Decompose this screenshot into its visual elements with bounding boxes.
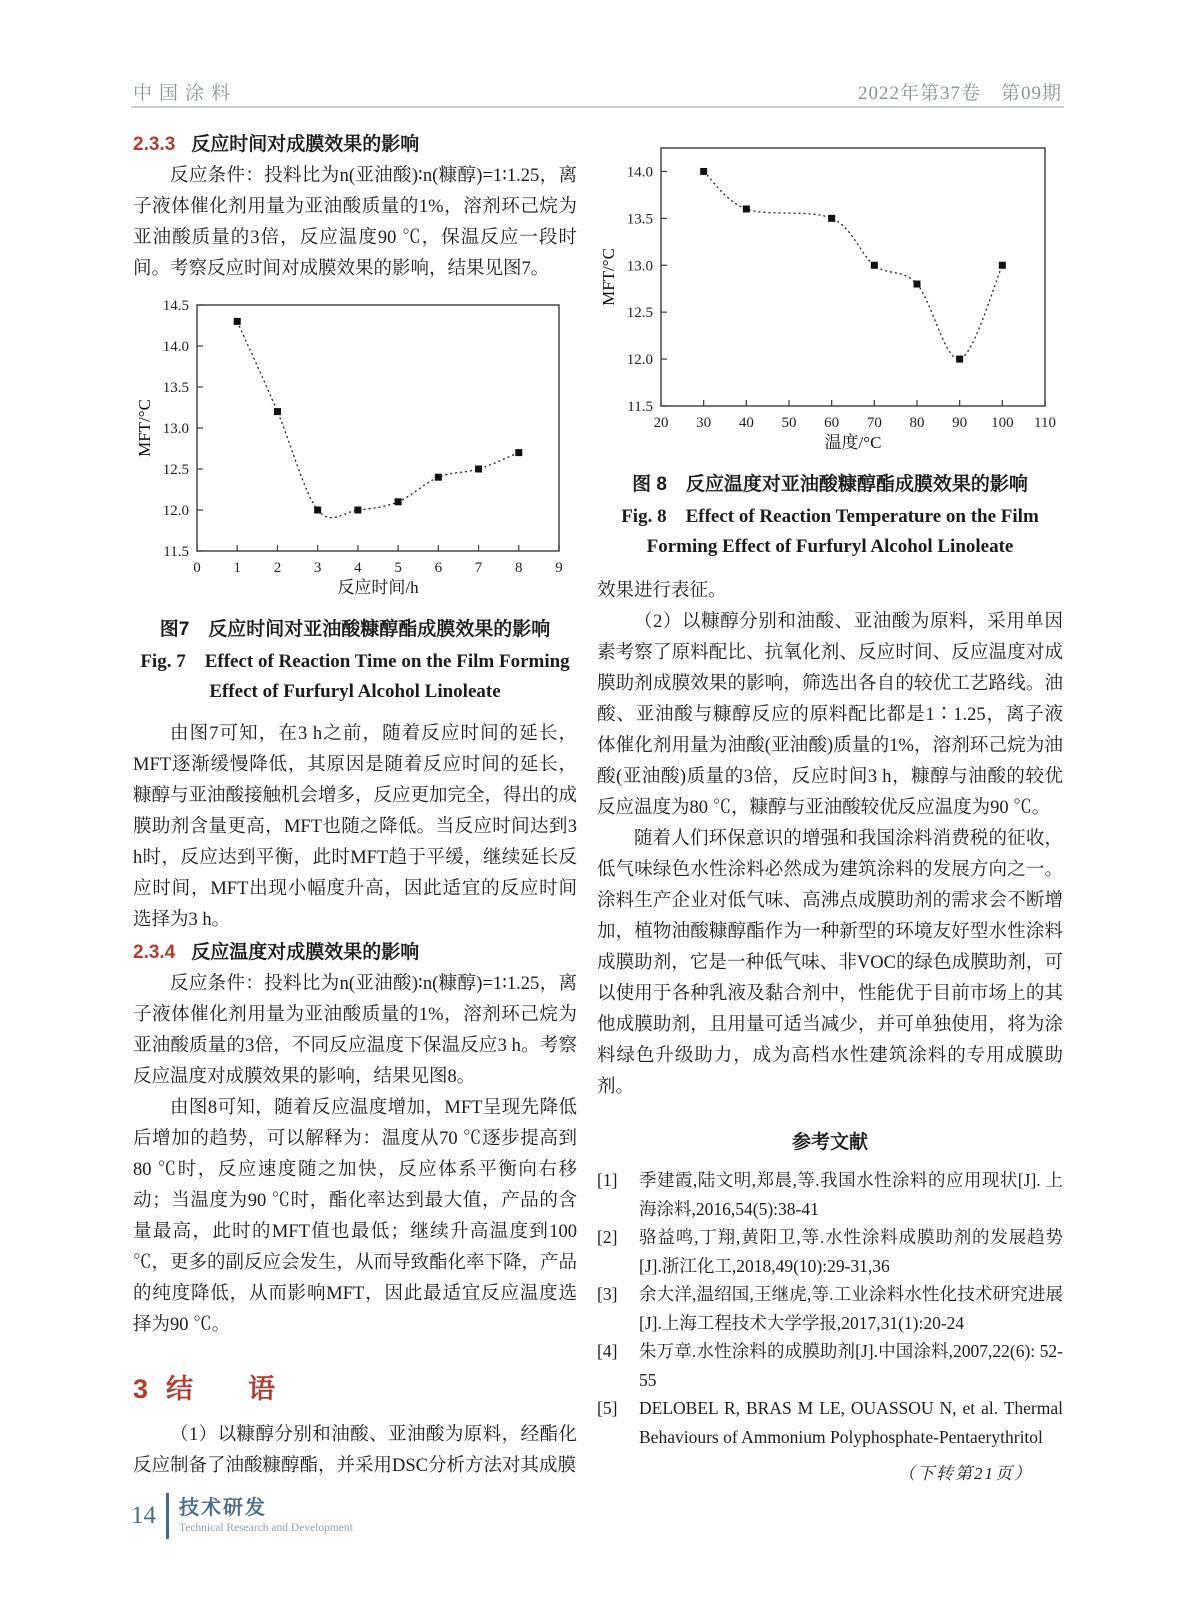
paragraph-reaction-temp-conditions: 反应条件：投料比为n(亚油酸)∶n(糠醇)=1∶1.25，离子液体催化剂用量为亚油酸质量的1%，溶剂环己烷为亚油酸质量的3倍，不同反应温度下保温反应3 h。考察反应温度对成膜效果的影响，结果见图8。 — [133, 974, 577, 1087]
reference-text: 朱万章.水性涂料的成膜助剂[J].中国涂料,2007,22(6): 52-55 — [639, 1341, 1063, 1390]
svg-text:1: 1 — [233, 560, 241, 576]
svg-text:MFT/°C: MFT/°C — [599, 248, 618, 306]
footer-section-cn: 技术研发 — [179, 1497, 267, 1519]
references-list — [597, 1166, 1063, 1451]
paragraph-continuation: 效果进行表征。 — [597, 581, 727, 601]
svg-text:12.5: 12.5 — [626, 305, 653, 322]
svg-text:60: 60 — [824, 415, 840, 431]
section-number: 3 — [133, 1374, 149, 1404]
reference-label: [4] — [597, 1341, 618, 1361]
reference-item — [597, 1166, 1063, 1223]
reference-text: 余大洋,温绍国,王继虎,等.工业涂料水性化技术研究进展[J].上海工程技术大学学报,2017,31(1):20-24 — [639, 1284, 1063, 1333]
svg-text:12.5: 12.5 — [162, 462, 189, 478]
paragraph-fig7-discussion: 由图7可知，在3 h之前，随着反应时间的延长，MFT逐渐缓慢降低，其原因是随着反应时间的延长，糠醇与亚油酸接触机会增多，反应更加完全，得出的成膜助剂含量更高，MFT也随之降低。当反应时间达到3 h时，反应达到平衡，此时MFT趋于平缓，继续延长反应时间，MFT出现小幅度升高，因此适宜的反应时间选择为3 h。 — [133, 724, 578, 930]
figure8-chart — [597, 134, 1063, 464]
svg-text:13.0: 13.0 — [162, 421, 189, 437]
svg-text:20: 20 — [653, 415, 669, 431]
svg-text:8: 8 — [515, 560, 523, 576]
reference-label: [2] — [597, 1227, 618, 1247]
figure8-caption-en-line2: Forming Effect of Furfuryl Alcohol Linoleate — [646, 536, 1014, 557]
section-heading-conclusion — [133, 1367, 577, 1406]
section-title: 反应时间对成膜效果的影响 — [191, 134, 420, 155]
svg-text:7: 7 — [474, 560, 483, 576]
section-number: 2.3.4 — [133, 942, 176, 963]
svg-text:4: 4 — [354, 560, 362, 576]
figure8-caption-cn: 图 8 反应温度对亚油酸糠醇酯成膜效果的影响 — [632, 474, 1028, 495]
left-column — [133, 128, 577, 1482]
header-journal-title: 中国涂料 — [133, 83, 238, 104]
svg-text:50: 50 — [781, 415, 797, 431]
figure7-chart — [133, 291, 577, 609]
svg-text:14.5: 14.5 — [162, 298, 189, 314]
svg-text:2: 2 — [273, 560, 282, 576]
references-title: 参考文献 — [791, 1132, 868, 1153]
svg-text:MFT/°C: MFT/°C — [135, 399, 154, 457]
svg-text:14.0: 14.0 — [626, 164, 653, 181]
figure8-caption-en-line1: Fig. 8 Effect of Reaction Temperature on the Film — [621, 506, 1039, 527]
svg-text:6: 6 — [434, 560, 443, 576]
page-footer — [131, 1493, 353, 1539]
footer-section-en: Technical Research and Development — [179, 1522, 353, 1534]
section-heading-233 — [133, 129, 577, 160]
right-column — [597, 128, 1063, 1484]
reference-label: [3] — [597, 1284, 618, 1304]
svg-text:11.5: 11.5 — [627, 399, 653, 415]
svg-text:12.0: 12.0 — [626, 352, 653, 369]
svg-text:13.5: 13.5 — [162, 380, 189, 396]
reference-label: [1] — [597, 1170, 618, 1190]
svg-text:反应时间/h: 反应时间/h — [337, 578, 419, 597]
section-title: 反应温度对成膜效果的影响 — [191, 942, 420, 963]
svg-text:13.0: 13.0 — [626, 258, 653, 275]
svg-text:90: 90 — [952, 415, 968, 431]
page-number: 14 — [131, 1502, 156, 1529]
reference-item — [597, 1223, 1063, 1280]
svg-text:14.0: 14.0 — [162, 339, 189, 355]
header-issue-info: 2022年第37卷 第09期 — [857, 83, 1062, 104]
svg-text:100: 100 — [991, 415, 1014, 431]
svg-text:5: 5 — [394, 560, 402, 576]
svg-text:80: 80 — [909, 415, 925, 431]
svg-text:40: 40 — [738, 415, 754, 431]
svg-text:13.5: 13.5 — [626, 211, 653, 228]
svg-text:30: 30 — [696, 415, 712, 431]
paragraph-outlook: 随着人们环保意识的增强和我国涂料消费税的征收，低气味绿色水性涂料必然成为建筑涂料的发展方向之一。涂料生产企业对低气味、高沸点成膜助剂的需求会不断增加，植物油酸糠醇酯作为一种新型的环境友好型水性涂料成膜助剂，它是一种低气味、非VOC的绿色成膜助剂，可以使用于各种乳液及黏合剂中，性能优于目前市场上的其他成膜助剂，且用量可适当减少，并可单独使用，将为涂料绿色升级助力，成为高档水性建筑涂料的专用成膜助剂。 — [597, 829, 1063, 1097]
reference-item — [597, 1394, 1063, 1451]
figure7-caption-en-line1: Fig. 7 Effect of Reaction Time on the Film Forming — [140, 651, 570, 672]
svg-text:70: 70 — [866, 415, 882, 431]
reference-text: 骆益鸣,丁翔,黄阳卫,等.水性涂料成膜助剂的发展趋势[J].浙江化工,2018,49(10):29-31,36 — [639, 1227, 1063, 1276]
paragraph-reaction-time-conditions: 反应条件：投料比为n(亚油酸)∶n(糠醇)=1∶1.25，离子液体催化剂用量为亚油酸质量的1%，溶剂环己烷为亚油酸质量的3倍，反应温度90 ℃，保温反应一段时间。考察反应时间对成膜效果的影响，结果见图7。 — [133, 166, 577, 279]
svg-text:11.5: 11.5 — [163, 544, 189, 560]
footer-divider-bar — [166, 1493, 169, 1539]
section-title: 结 语 — [166, 1374, 290, 1404]
svg-text:12.0: 12.0 — [162, 503, 189, 519]
svg-text:3: 3 — [313, 560, 322, 576]
continued-on-page-note: （下转第21页） — [898, 1464, 1033, 1483]
reference-item — [597, 1337, 1063, 1394]
svg-text:9: 9 — [555, 560, 563, 576]
reference-item — [597, 1280, 1063, 1337]
svg-text:温度/°C: 温度/°C — [824, 433, 882, 452]
header-divider — [131, 106, 1064, 108]
paragraph-conclusion-1: （1）以糠醇分别和油酸、亚油酸为原料，经酯化反应制备了油酸糠醇酯，并采用DSC分析方法对其成膜 — [133, 1425, 577, 1476]
section-number: 2.3.3 — [133, 134, 176, 155]
svg-text:0: 0 — [193, 560, 201, 576]
paragraph-fig8-discussion: 由图8可知，随着反应温度增加，MFT呈现先降低后增加的趋势，可以解释为：温度从70 ℃逐步提高到80 ℃时，反应速度随之加快，反应体系平衡向右移动；当温度为90 ℃时，酯化率达到最大值，产品的含量最高，此时的MFT值也最低；继续升高温度到100 ℃，更多的副反应会发生，从而导致酯化率下降，产品的纯度降低，从而影响MFT，因此最适宜反应温度选择为90 ℃。 — [133, 1098, 578, 1335]
figure7-caption-en-line2: Effect of Furfuryl Alcohol Linoleate — [209, 681, 501, 702]
figure7-caption-cn: 图7 反应时间对亚油酸糠醇酯成膜效果的影响 — [159, 619, 551, 640]
reference-text: 季建霞,陆文明,郑晨,等.我国水性涂料的应用现状[J]. 上海涂料,2016,54(5):38-41 — [639, 1170, 1063, 1219]
paragraph-conclusion-2: （2）以糠醇分别和油酸、亚油酸为原料，采用单因素考察了原料配比、抗氧化剂、反应时间、反应温度对成膜助剂成膜效果的影响，筛选出各自的较优工艺路线。油酸、亚油酸与糠醇反应的原料配比都是1∶1.25，离子液体催化剂用量为油酸(亚油酸)质量的1%，溶剂环己烷为油酸(亚油酸)质量的3倍，反应时间3 h，糠醇与油酸的较优反应温度为80 ℃，糠醇与亚油酸较优反应温度为90 ℃。 — [597, 612, 1063, 818]
svg-text:110: 110 — [1034, 415, 1056, 431]
section-heading-234 — [133, 937, 577, 968]
reference-text: DELOBEL R, BRAS M LE, OUASSOU N, et al. Thermal Behaviours of Ammonium Polyphosphate-Pentaerythritol — [639, 1398, 1063, 1447]
reference-label: [5] — [597, 1398, 618, 1418]
